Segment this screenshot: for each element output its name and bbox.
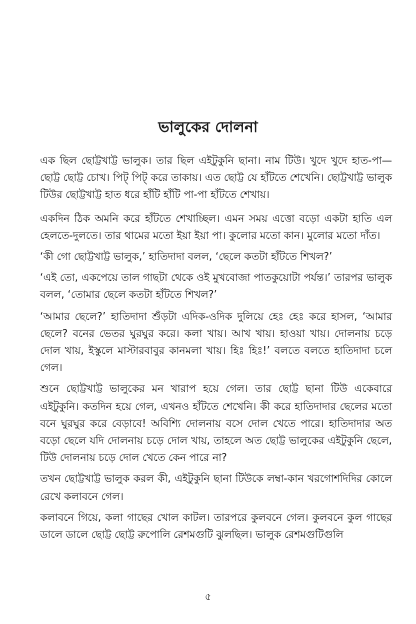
paragraph: ‘আমার ছেলে?’ হাতিদাদা শুঁড়টা এদিক-ওদিক দুলিয়ে হেঃ হেঃ করে হাসল, ‘আমার ছেলে? বনের ভেতর ঘুরঘুর করে। কলা খায়। আখ খায়। হাওয়া খায়। দোলনায় চড়ে দোল খায়, ইস্কুলে মাস্টারবাবুর কানমলা খায়। হিঃ হিঃ!’ বলতে বলতে হাতিদাদা চলে গেল। xyxy=(40,310,392,375)
page-number: ৫ xyxy=(204,592,212,603)
paragraph: তখন ছোট্টখাট্ট ভালুক করল কী, এইটুকুনি ছানা টিউকে লম্বা-কান খরগোশদিদির কোলে রেখে কলাবনে গেল। xyxy=(40,473,392,503)
paragraph: ‘এই তো, একপেয়ে তাল গাছটা থেকে ওই মুখবোজা পাতকুয়োটা পর্যন্ত।’ তারপর ভালুক বলল, ‘তোমার ছেলে কতটা হাঁটতে শিখল?’ xyxy=(40,272,392,302)
paragraph: শুনে ছোট্টখাট্ট ভালুকের মন খারাপ হয়ে গেল। তার ছোট্ট ছানা টিউ একেবারে এইটুকুনি। কতদিন হয়ে গেল, এখনও হাঁটতে শেখেনি। কী করে হাতিদাদার ছেলের মতো বনে ঘুরঘুর করে বেড়াবে! অবিশ্যি দোলনায় বসে দোল খেতে পারে। হাতিদাদার অত বড়ো ছেলে যদি দোলনায় চড়ে দোল খায়, তাহলে অত ছোট্ট ভালুকের এইটুকুনি ছেলে, টিউ দোলনায় চড়ে দোল খেতে কেন পারে না? xyxy=(40,383,392,465)
paragraph: এক ছিল ছোট্টখাট্ট ভালুক। তার ছিল এইটুকুনি ছানা। নাম টিউ। খুদে খুদে হাত-পা—ছোট্ট ছোট্ট চোখ। পিট্ পিট্ করে তাকায়। এত ছোট্ট যে হাঁটতে শেখেনি। ছোট্টখাট্ট ভালুক টিউর ছোট্টখাট্ট হাত ধরে হাঁটি হাঁটি পা-পা হাঁটতে শেখায়। xyxy=(40,155,392,202)
paragraph: একদিন ঠিক অমনি করে হাঁটতে শেখাচ্ছিল। এমন সময় এত্তো বড়ো একটা হাতি এল হেলতে-দুলতে। তার থামের মতো ইয়া ইয়া পা। কুলোর মতো কান। মুলোর মতো দাঁত। xyxy=(40,212,392,242)
paragraph: ‘কী গো ছোট্টখাট্ট ভালুক,’ হাতিদাদা বলল, ‘ছেলে কতটা হাঁটতে শিখল?’ xyxy=(40,251,333,264)
story-title: ভালুকের দোলনা xyxy=(158,118,258,136)
story-body xyxy=(40,153,392,548)
paragraph: কলাবনে গিয়ে, কলা গাছের খোল কাটল। তারপরে কুলবনে গেল। কুলবনে কুল গাছের ডালে ডালে ছোট্ট ছোট্ট রুপোলি রেশমগুটি ঝুলছিল। ভালুক রেশমগুটিগুলি xyxy=(40,511,392,542)
